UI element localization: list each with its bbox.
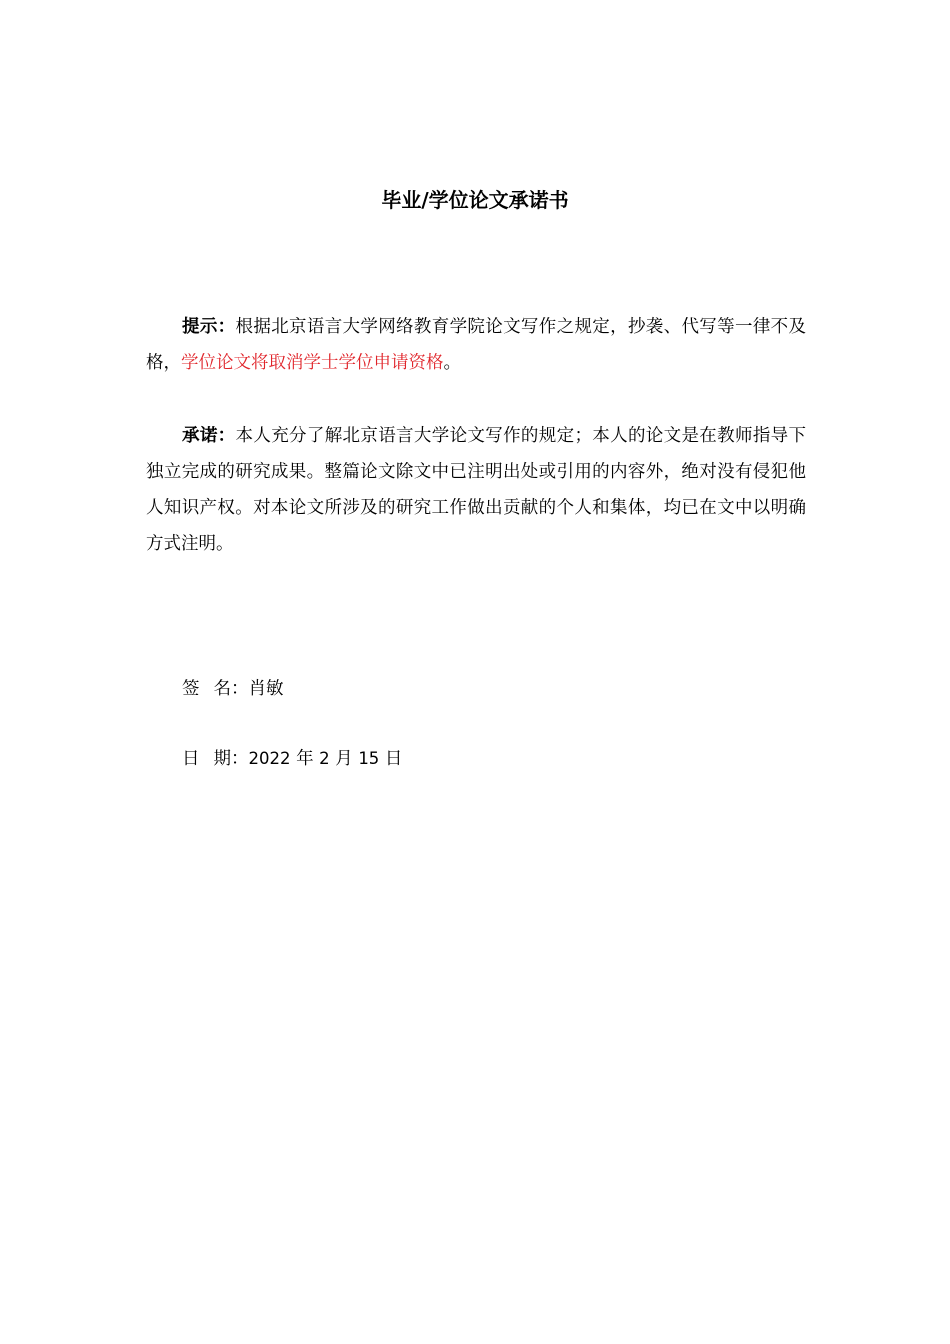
pledge-label: 承诺： <box>182 426 236 446</box>
signature-label-char1: 签 <box>182 679 214 699</box>
date-label-char2: 期： <box>213 749 249 769</box>
signature-label-char2: 名： <box>213 679 249 699</box>
hint-label: 提示： <box>182 317 236 337</box>
date-day: 15 <box>358 749 380 768</box>
signature-line <box>182 675 284 703</box>
date-year-unit: 年 <box>296 749 314 769</box>
date-year: 2022 <box>248 749 291 768</box>
hint-text: 根据北京语言大学网络教育学院论文写作之规定，抄袭、代写等一律不及格， <box>146 317 806 373</box>
pledge-text: 本人充分了解北京语言大学论文写作的规定；本人的论文是在教师指导下独立完成的研究成果。整篇论文除文中已注明出处或引用的内容外，绝对没有侵犯他人知识产权。对本论文所涉及的研究工作做出贡献的个人和集体，均已在文中以明确方式注明。 <box>146 426 806 554</box>
date-day-unit: 日 <box>384 749 403 769</box>
date-line <box>182 745 402 773</box>
document-title: 毕业/学位论文承诺书 <box>381 188 569 212</box>
hint-text-end: 。 <box>443 353 461 373</box>
pledge-paragraph <box>146 418 806 562</box>
hint-warning-text: 学位论文将取消学士学位申请资格 <box>181 353 444 373</box>
signature-value: 肖敏 <box>248 679 284 699</box>
hint-paragraph <box>146 309 806 381</box>
date-month-unit: 月 <box>335 749 353 769</box>
date-month: 2 <box>319 749 330 768</box>
date-label-char1: 日 <box>182 749 214 769</box>
